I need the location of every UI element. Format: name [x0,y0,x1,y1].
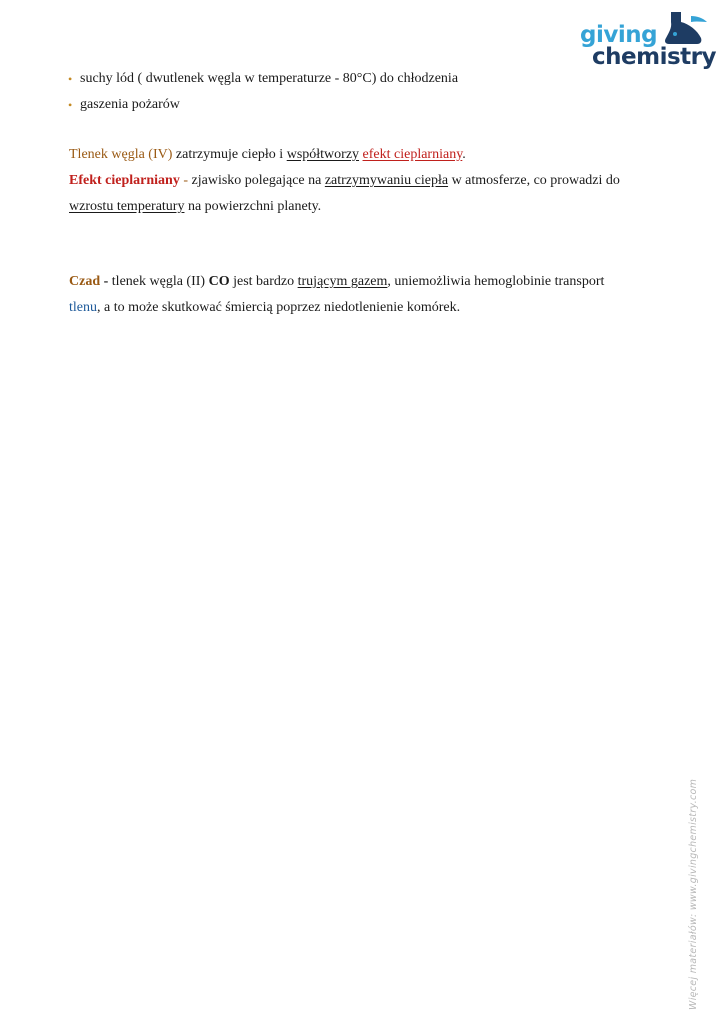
list-item [68,70,458,96]
text-span: w atmosferze, co prowadzi do [448,173,620,188]
term-co2: Tlenek węgla (IV) [69,147,173,162]
paragraph-co2 [69,142,669,220]
text-span: , uniemożliwia hemoglobinie transport [387,274,605,289]
term-oxygen: tlenu [69,300,97,315]
bullet-list [68,70,458,122]
text-span: na powierzchni planety. [184,199,322,214]
term-greenhouse-effect: efekt cieplarniany [362,147,463,162]
underlined-text: współtworzy [286,147,360,162]
bullet-icon: • [68,98,73,112]
dash: - [100,274,109,289]
paragraph-czad [69,269,669,321]
dash: - [179,173,189,188]
text-span: , a to może skutkować śmiercią poprzez niedotlenienie komórek. [97,300,461,315]
list-item-text: gaszenia pożarów [80,97,180,112]
text-span: tlenek węgla (II) [108,274,209,289]
list-item-text: suchy lód ( dwutlenek węgla w temperaturze - 80°C) do chłodzenia [80,71,459,86]
term-czad: Czad [69,274,101,289]
underlined-text: zatrzymywaniu ciepła [324,173,449,188]
giving-chemistry-logo [578,10,718,72]
definition-term: Efekt cieplarniany [69,173,180,188]
formula-co: CO [208,274,230,289]
text-span: jest bardzo [229,274,298,289]
bullet-icon: • [68,72,73,86]
logo-word-giving: giving [580,22,658,48]
text-span: zatrzymuje ciepło i [172,147,287,162]
list-item [68,96,458,122]
text-span: zjawisko polegające na [188,173,325,188]
text-span: . [462,147,466,162]
side-watermark-text: Więcej materiałów: www.givingchemistry.com [688,778,699,1010]
underlined-text: wzrostu temperatury [69,199,185,214]
logo-word-chemistry: chemistry [592,44,716,70]
underlined-text: trującym gazem [297,274,388,289]
flask-icon [653,10,711,48]
